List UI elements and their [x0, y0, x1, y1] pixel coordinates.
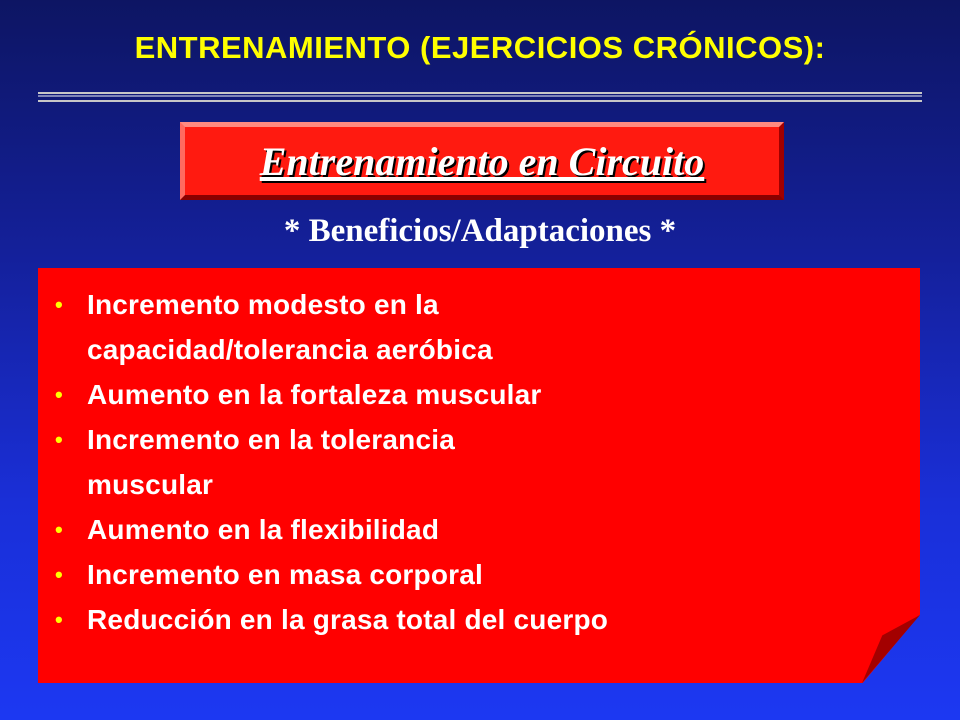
list-item-line: Reducción en la grasa total del cuerpo — [87, 604, 609, 635]
list-item-line: Incremento modesto en la — [87, 289, 439, 320]
list-item — [55, 417, 887, 507]
benefits-list — [55, 282, 887, 642]
bullet-icon: • — [55, 517, 63, 542]
list-item-line: capacidad/tolerancia aeróbica — [87, 334, 493, 365]
banner-label: Entrenamiento en Circuito — [259, 138, 705, 184]
list-item-line: Incremento en masa corporal — [87, 559, 483, 590]
title-divider — [38, 92, 922, 102]
list-item-line: muscular — [87, 469, 214, 500]
list-item-line: Aumento en la flexibilidad — [87, 514, 440, 545]
list-item — [55, 597, 887, 642]
bullet-icon: • — [55, 607, 63, 632]
slide-title: ENTRENAMIENTO (EJERCICIOS CRÓNICOS): — [134, 30, 826, 65]
benefits-subtitle: * Beneficios/Adaptaciones * — [283, 213, 677, 249]
list-item — [55, 372, 887, 417]
list-item-line: Aumento en la fortaleza muscular — [87, 379, 542, 410]
bullet-icon: • — [55, 562, 63, 587]
bullet-icon: • — [55, 382, 63, 407]
list-item — [55, 552, 887, 597]
bullet-icon: • — [55, 427, 63, 452]
section-banner — [180, 122, 784, 200]
bullet-icon: • — [55, 292, 63, 317]
list-item — [55, 507, 887, 552]
list-item-line: Incremento en la tolerancia — [87, 424, 455, 455]
list-item — [55, 282, 887, 372]
